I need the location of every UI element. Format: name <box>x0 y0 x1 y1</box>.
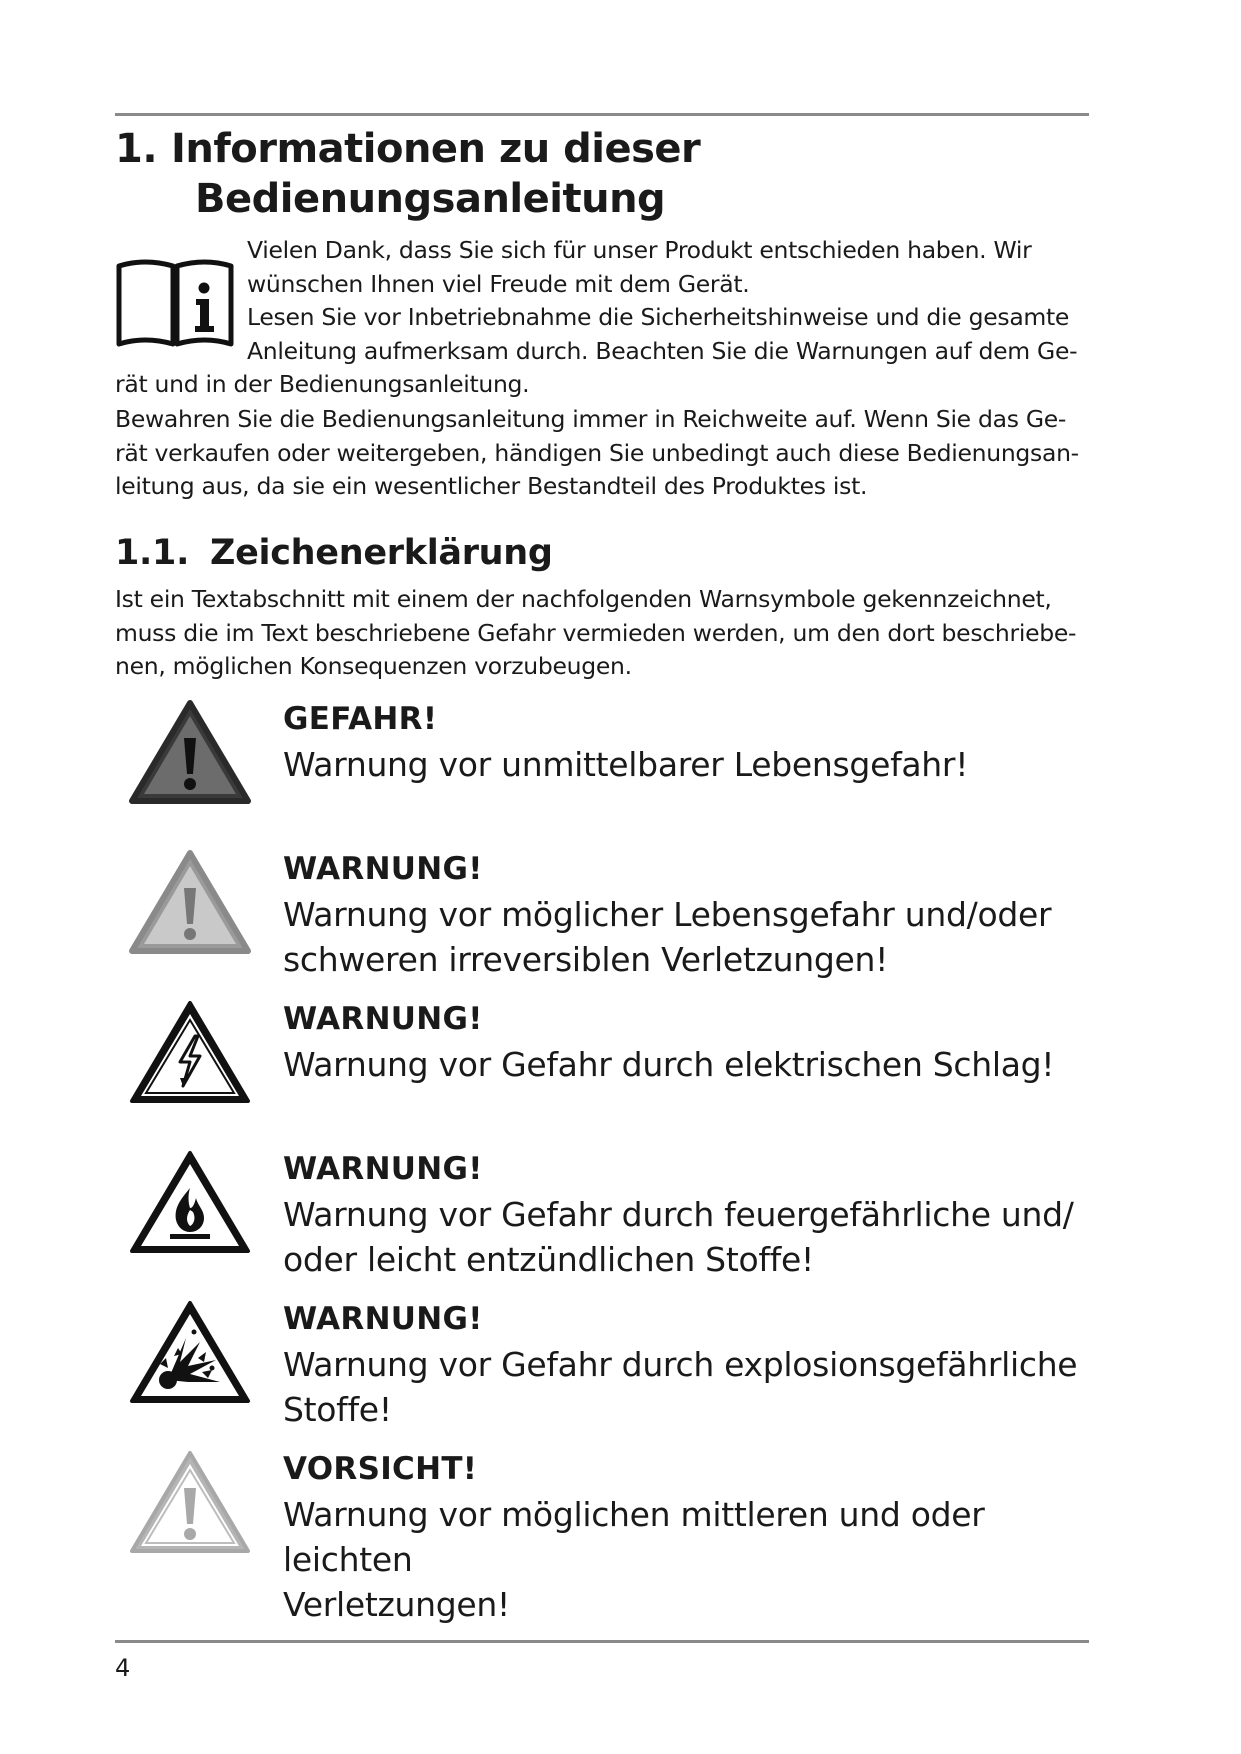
section-title-line2: Bedienungsanleitung <box>195 176 666 222</box>
intro-text: Vielen Dank, dass Sie sich für unser Produkt entschieden haben. Wir wünschen Ihnen viel Freude mit dem Gerät. Lesen Sie vor Inbetriebnahme die Sicherheitshinweise und die gesamte Anleitung aufmerksam durch. Beachten Sie die Warnungen auf dem Ge- <box>247 236 1078 365</box>
explosive-icon <box>128 1298 252 1406</box>
warning-exclamation-icon <box>128 848 252 956</box>
warning-text: Warnung vor möglichen mittleren und oder leichten Verletzungen! <box>283 1495 985 1624</box>
subsection-heading <box>115 530 553 576</box>
warning-text: Warnung vor Gefahr durch explosionsgefährliche Stoffe! <box>283 1345 1078 1429</box>
warning-title: WARNUNG! <box>283 1301 483 1337</box>
warning-item-electric <box>128 998 1088 1108</box>
caution-exclamation-icon <box>128 1448 252 1556</box>
warning-item-explosive <box>128 1298 1088 1429</box>
bottom-divider <box>115 1640 1089 1643</box>
intro-paragraph-2: Bewahren Sie die Bedienungsanleitung immer in Reichweite auf. Wenn Sie das Ge- rät verkaufen oder weitergeben, händigen Sie unbedingt auch diese Bedienungsan- leitung aus, da sie ein wesentlicher Bestandteil des Produktes ist. <box>115 405 1079 500</box>
section-number: 1. <box>115 126 158 172</box>
warning-title: GEFAHR! <box>283 701 438 737</box>
warning-item-warning <box>128 848 1088 979</box>
warning-title: WARNUNG! <box>283 1001 483 1037</box>
warning-title: WARNUNG! <box>283 851 483 887</box>
intro-text-continued: rät und in der Bedienungsanleitung. <box>115 370 530 398</box>
subsection-number: 1.1. <box>115 533 190 573</box>
warning-title: VORSICHT! <box>283 1451 478 1487</box>
warning-text: Warnung vor unmittelbarer Lebensgefahr! <box>283 745 969 784</box>
section-heading <box>115 124 700 224</box>
page-number: 4 <box>115 1654 131 1682</box>
warning-text: Warnung vor Gefahr durch elektrischen Schlag! <box>283 1045 1055 1084</box>
section-title-line1: Informationen zu dieser <box>171 126 701 172</box>
subsection-title: Zeichenerklärung <box>210 533 553 573</box>
flammable-icon <box>128 1148 252 1256</box>
electric-shock-icon <box>128 998 252 1106</box>
top-divider <box>115 113 1089 116</box>
warning-title: WARNUNG! <box>283 1151 483 1187</box>
legend-intro: Ist ein Textabschnitt mit einem der nachfolgenden Warnsymbole gekennzeichnet, muss die im Text beschriebene Gefahr vermieden werden, um den dort beschriebe- nen, möglichen Konsequenzen vorzubeugen. <box>115 585 1077 680</box>
warning-item-danger <box>128 698 1088 808</box>
manual-info-icon <box>115 258 235 348</box>
warning-item-flammable <box>128 1148 1088 1279</box>
warning-item-caution <box>128 1448 1088 1624</box>
warning-text: Warnung vor möglicher Lebensgefahr und/oder schweren irreversiblen Verletzungen! <box>283 895 1052 979</box>
danger-exclamation-icon <box>128 698 252 806</box>
warning-text: Warnung vor Gefahr durch feuergefährliche und/ oder leicht entzündlichen Stoffe! <box>283 1195 1074 1279</box>
